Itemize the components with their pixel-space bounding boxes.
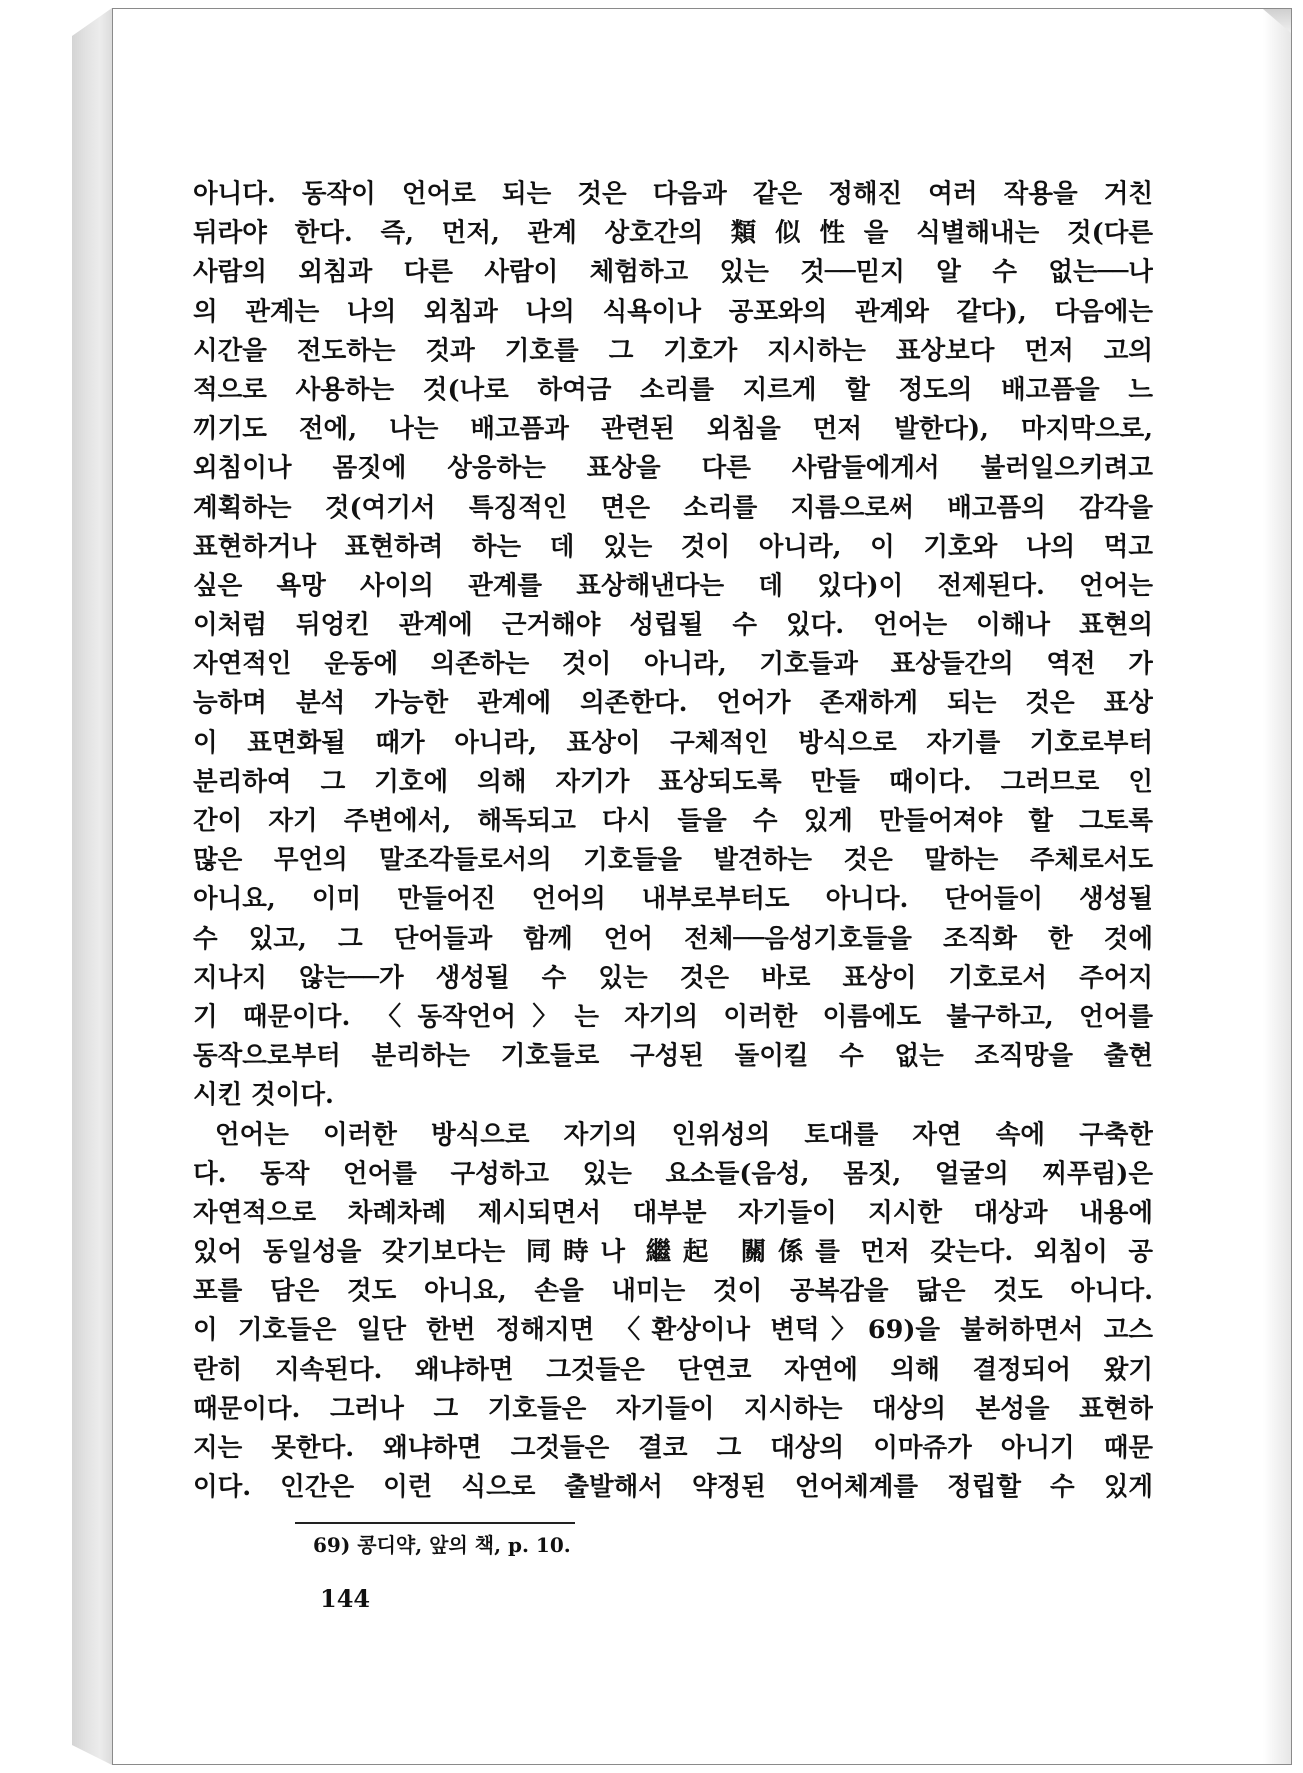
text-line: 시간을 전도하는 것과 기호를 그 기호가 지시하는 표상보다 먼저 고의: [193, 335, 1153, 366]
text-line: 의 관계는 나의 외침과 나의 식욕이나 공포와의 관계와 같다), 다음에는: [193, 296, 1153, 327]
text-line: 사람의 외침과 다른 사람이 체험하고 있는 것──믿지 알 수 없는──나: [193, 257, 1153, 288]
text-line: 계획하는 것(여기서 특징적인 면은 소리를 지름으로써 배고픔의 감각을: [193, 492, 1153, 523]
text-line: 외침이나 몸짓에 상응하는 표상을 다른 사람들에게서 불러일으키려고: [193, 453, 1153, 484]
text-line: 수 있고, 그 단어들과 함께 언어 전체──음성기호들을 조직화 한 것에: [193, 923, 1153, 954]
text-line: 끼기도 전에, 나는 배고픔과 관련된 외침을 먼저 발한다), 마지막으로,: [193, 414, 1153, 445]
text-line: 이 기호들은 일단 한번 정해지면 〈환상이나 변덕〉69)을 불허하면서 고스: [193, 1315, 1153, 1346]
footnote-rule: [295, 1522, 575, 1524]
text-line: 적으로 사용하는 것(나로 하여금 소리를 지르게 할 정도의 배고픔을 느: [193, 374, 1153, 405]
text-line: 표현하거나 표현하려 하는 데 있는 것이 아니라, 이 기호와 나의 먹고: [193, 531, 1153, 562]
text-line: 분리하여 그 기호에 의해 자기가 표상되도록 만들 때이다. 그러므로 인: [193, 766, 1153, 797]
text-line: 능하며 분석 가능한 관계에 의존한다. 언어가 존재하게 되는 것은 표상: [193, 688, 1153, 719]
text-line: 지나지 않는──가 생성될 수 있는 것은 바로 표상이 기호로서 주어지: [193, 962, 1153, 993]
body-text: [193, 175, 1153, 1507]
text-line: 간이 자기 주변에서, 해독되고 다시 들을 수 있게 만들어져야 할 그토록: [193, 806, 1153, 836]
text-line: 자연적인 운동에 의존하는 것이 아니라, 기호들과 표상들간의 역전 가: [193, 649, 1153, 680]
text-line: 자연적으로 차례차례 제시되면서 대부분 자기들이 지시한 대상과 내용에: [193, 1197, 1153, 1228]
page-edge-left: [72, 8, 112, 1765]
text-line: 싶은 욕망 사이의 관계를 표상해낸다는 데 있다)이 전제된다. 언어는: [193, 570, 1153, 601]
footnote: 69) 콩디약, 앞의 책, p. 10.: [313, 1533, 571, 1557]
text-line: 있어 동일성을 갖기보다는 同時나 繼起 關係를 먼저 갖는다. 외침이 공: [193, 1237, 1153, 1268]
page-number: 144: [320, 1584, 371, 1613]
text-line: 언어는 이러한 방식으로 자기의 인위성의 토대를 자연 속에 구축한: [215, 1119, 1153, 1150]
text-line: 아니다. 동작이 언어로 되는 것은 다음과 같은 정해진 여러 작용을 거친: [193, 179, 1153, 209]
text-line: 시킨 것이다.: [193, 1080, 334, 1111]
text-line: 지는 못한다. 왜냐하면 그것들은 결코 그 대상의 이마쥬가 아니기 때문: [193, 1433, 1153, 1463]
text-line: 뒤라야 한다. 즉, 먼저, 관계 상호간의 類似性을 식별해내는 것(다른: [193, 218, 1153, 249]
text-line: 때문이다. 그러나 그 기호들은 자기들이 지시하는 대상의 본성을 표현하: [193, 1393, 1153, 1424]
text-line: 이처럼 뒤엉킨 관계에 근거해야 성립될 수 있다. 언어는 이해나 표현의: [193, 610, 1153, 641]
text-line: 란히 지속된다. 왜냐하면 그것들은 단연코 자연에 의해 결정되어 왔기: [193, 1354, 1153, 1385]
text-line: 이 표면화될 때가 아니라, 표상이 구체적인 방식으로 자기를 기호로부터: [193, 727, 1153, 758]
text-line: 다. 동작 언어를 구성하고 있는 요소들(음성, 몸짓, 얼굴의 찌푸림)은: [193, 1158, 1153, 1189]
page-shadow: [1263, 9, 1291, 1764]
text-line: 아니요, 이미 만들어진 언어의 내부로부터도 아니다. 단어들이 생성될: [193, 884, 1153, 915]
text-line: 기 때문이다. 〈동작언어〉는 자기의 이러한 이름에도 불구하고, 언어를: [193, 1001, 1153, 1032]
text-line: 동작으로부터 분리하는 기호들로 구성된 돌이킬 수 없는 조직망을 출현: [193, 1041, 1153, 1072]
text-line: 포를 담은 것도 아니요, 손을 내미는 것이 공복감을 닮은 것도 아니다.: [193, 1276, 1153, 1307]
text-line: 많은 무언의 말조각들로서의 기호들을 발견하는 것은 말하는 주체로서도: [193, 845, 1153, 876]
text-line: 이다. 인간은 이런 식으로 출발해서 약정된 언어체계를 정립할 수 있게: [193, 1472, 1153, 1503]
